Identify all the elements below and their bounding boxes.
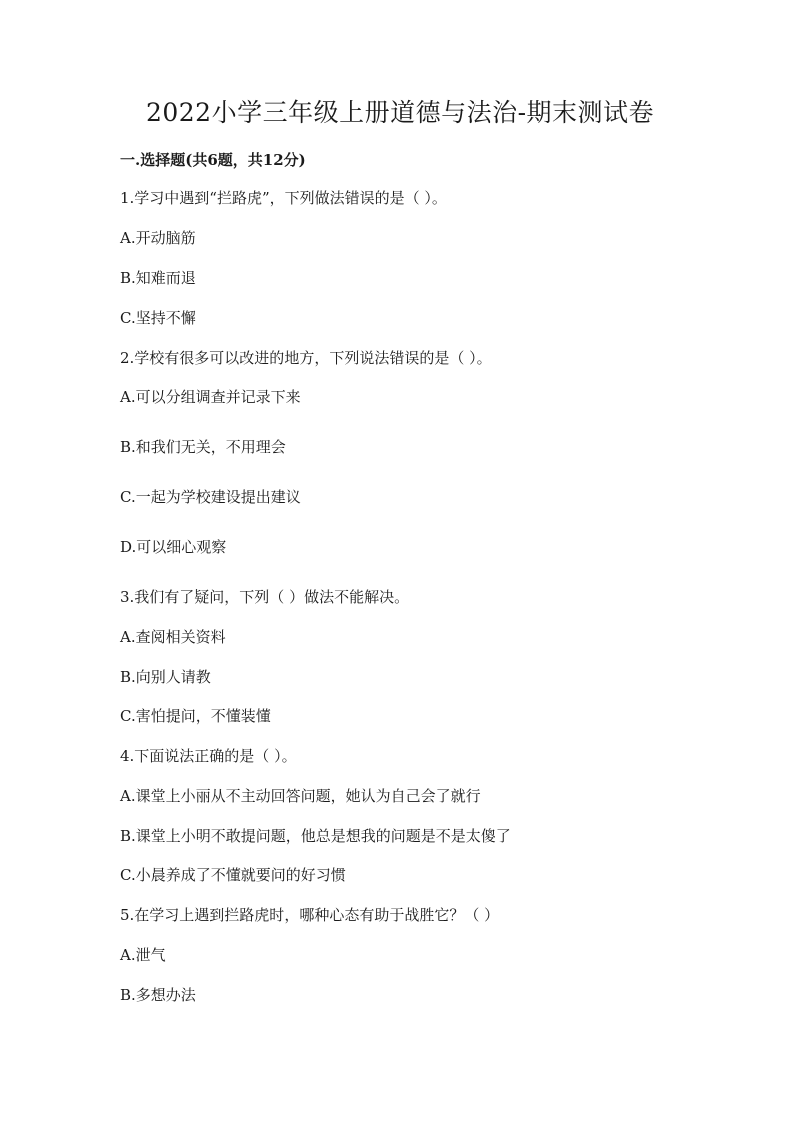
question-5-stem: 5.在学习上遇到拦路虎时，哪种心态有助于战胜它？（ ）: [120, 906, 500, 924]
question-3-option-b: B.向别人请教: [120, 668, 211, 686]
question-4-option-c: C.小晨养成了不懂就要问的好习惯: [120, 866, 346, 884]
question-1-stem: 1.学习中遇到“拦路虎”，下列做法错误的是（ ）。: [120, 189, 447, 207]
question-4-stem: 4.下面说法正确的是（ ）。: [120, 747, 297, 765]
question-3-option-a: A.查阅相关资料: [120, 628, 226, 646]
question-1-option-b: B.知难而退: [120, 269, 196, 287]
question-2-option-d: D.可以细心观察: [120, 538, 227, 556]
question-4-option-b: B.课堂上小明不敢提问题，他总是想我的问题是不是太傻了: [120, 827, 511, 845]
question-5-option-a: A.泄气: [120, 946, 166, 964]
document-title: 2022小学三年级上册道德与法治-期末测试卷: [145, 98, 655, 127]
question-2-option-c: C.一起为学校建设提出建议: [120, 488, 301, 506]
section-heading: 一.选择题(共6题，共12分): [120, 151, 306, 169]
question-2-option-b: B.和我们无关，不用理会: [120, 438, 286, 456]
question-3-option-c: C.害怕提问，不懂装懂: [120, 707, 271, 725]
question-2-option-a: A.可以分组调查并记录下来: [120, 388, 301, 406]
question-2-stem: 2.学校有很多可以改进的地方，下列说法错误的是（ ）。: [120, 349, 492, 367]
question-5-option-b: B.多想办法: [120, 986, 196, 1004]
question-3-stem: 3.我们有了疑问，下列（ ）做法不能解决。: [120, 588, 410, 606]
question-1-option-c: C.坚持不懈: [120, 309, 196, 327]
question-4-option-a: A.课堂上小丽从不主动回答问题，她认为自己会了就行: [120, 787, 481, 805]
question-1-option-a: A.开动脑筋: [120, 229, 196, 247]
